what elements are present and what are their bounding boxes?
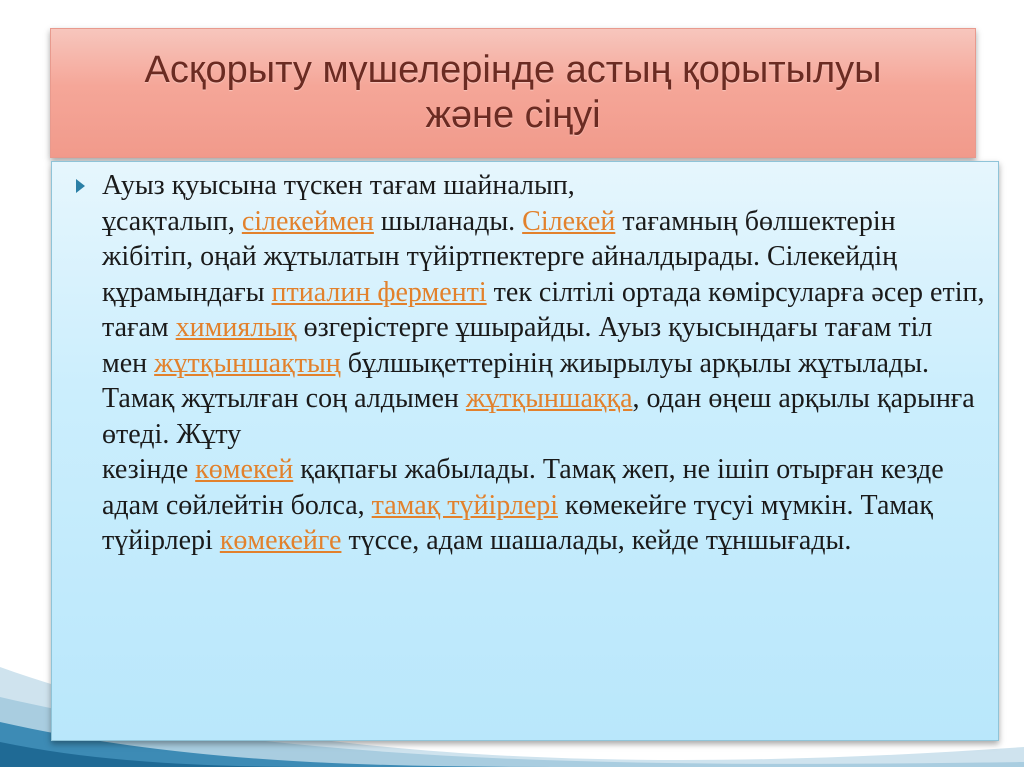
body-text-segment: бұлшықеттерінің жиырылуы арқылы жұтылады. Тамақ жұтылған соң алдымен [102, 347, 930, 414]
body-text-segment: мен [102, 347, 155, 379]
glossary-link[interactable]: химиялық [175, 312, 297, 343]
glossary-link[interactable]: птиалин ферменті [271, 276, 487, 308]
title-line-2: және сіңуі [425, 94, 601, 136]
body-text-segment: , одан өңеш арқылы қарынға өтеді. Жұту [102, 383, 975, 450]
title-line-1: Асқорыту мүшелерінде астың қорытылуы [144, 49, 882, 91]
body-text-segment: түссе, адам шашалады, кейде тұншығады. [341, 525, 852, 556]
glossary-link[interactable]: Сілекей [522, 205, 616, 237]
body-text-segment: Ауыз қуысына түскен тағам шайналып, [102, 170, 575, 201]
body-text-segment: ұсақталып, [102, 205, 242, 237]
body-text-segment: қақпағы жабылады. Тамақ жеп, не ішіп отырған кезде адам сөйлейтін болса, [102, 454, 944, 521]
body-text-segment: көмекейге түсуі мүмкін. Тамақ [558, 489, 933, 521]
slide-title [133, 48, 893, 138]
body-text-segment: өзгерістерге ұшырайды. Ауыз қуысындағы тағам тіл [296, 312, 933, 343]
glossary-link[interactable]: тамақ түйірлері [371, 489, 559, 521]
glossary-link[interactable]: көмекей [195, 454, 294, 485]
glossary-link[interactable]: көмекейге [219, 525, 342, 556]
body-text-segment: кезінде [102, 454, 196, 485]
glossary-link[interactable]: сілекеймен [241, 205, 374, 237]
body-text-segment: тағамның бөлшектерін жібітіп, оңай жұтылатын түйіртпектерге айналдырады. Сілекейдің құрамындағы [102, 205, 898, 308]
bullet-arrow-icon [76, 179, 85, 193]
body-text-segment: түйірлері [102, 525, 220, 556]
title-box [50, 28, 976, 158]
body-paragraph [102, 168, 988, 559]
body-text-segment: тек сілтілі ортада көмірсуларға әсер етіп, тағам [102, 276, 985, 343]
glossary-link[interactable]: жұтқыншақтың [154, 347, 341, 379]
body-text-segment: шыланады. [373, 205, 523, 237]
glossary-link[interactable]: жұтқыншаққа [465, 383, 633, 414]
